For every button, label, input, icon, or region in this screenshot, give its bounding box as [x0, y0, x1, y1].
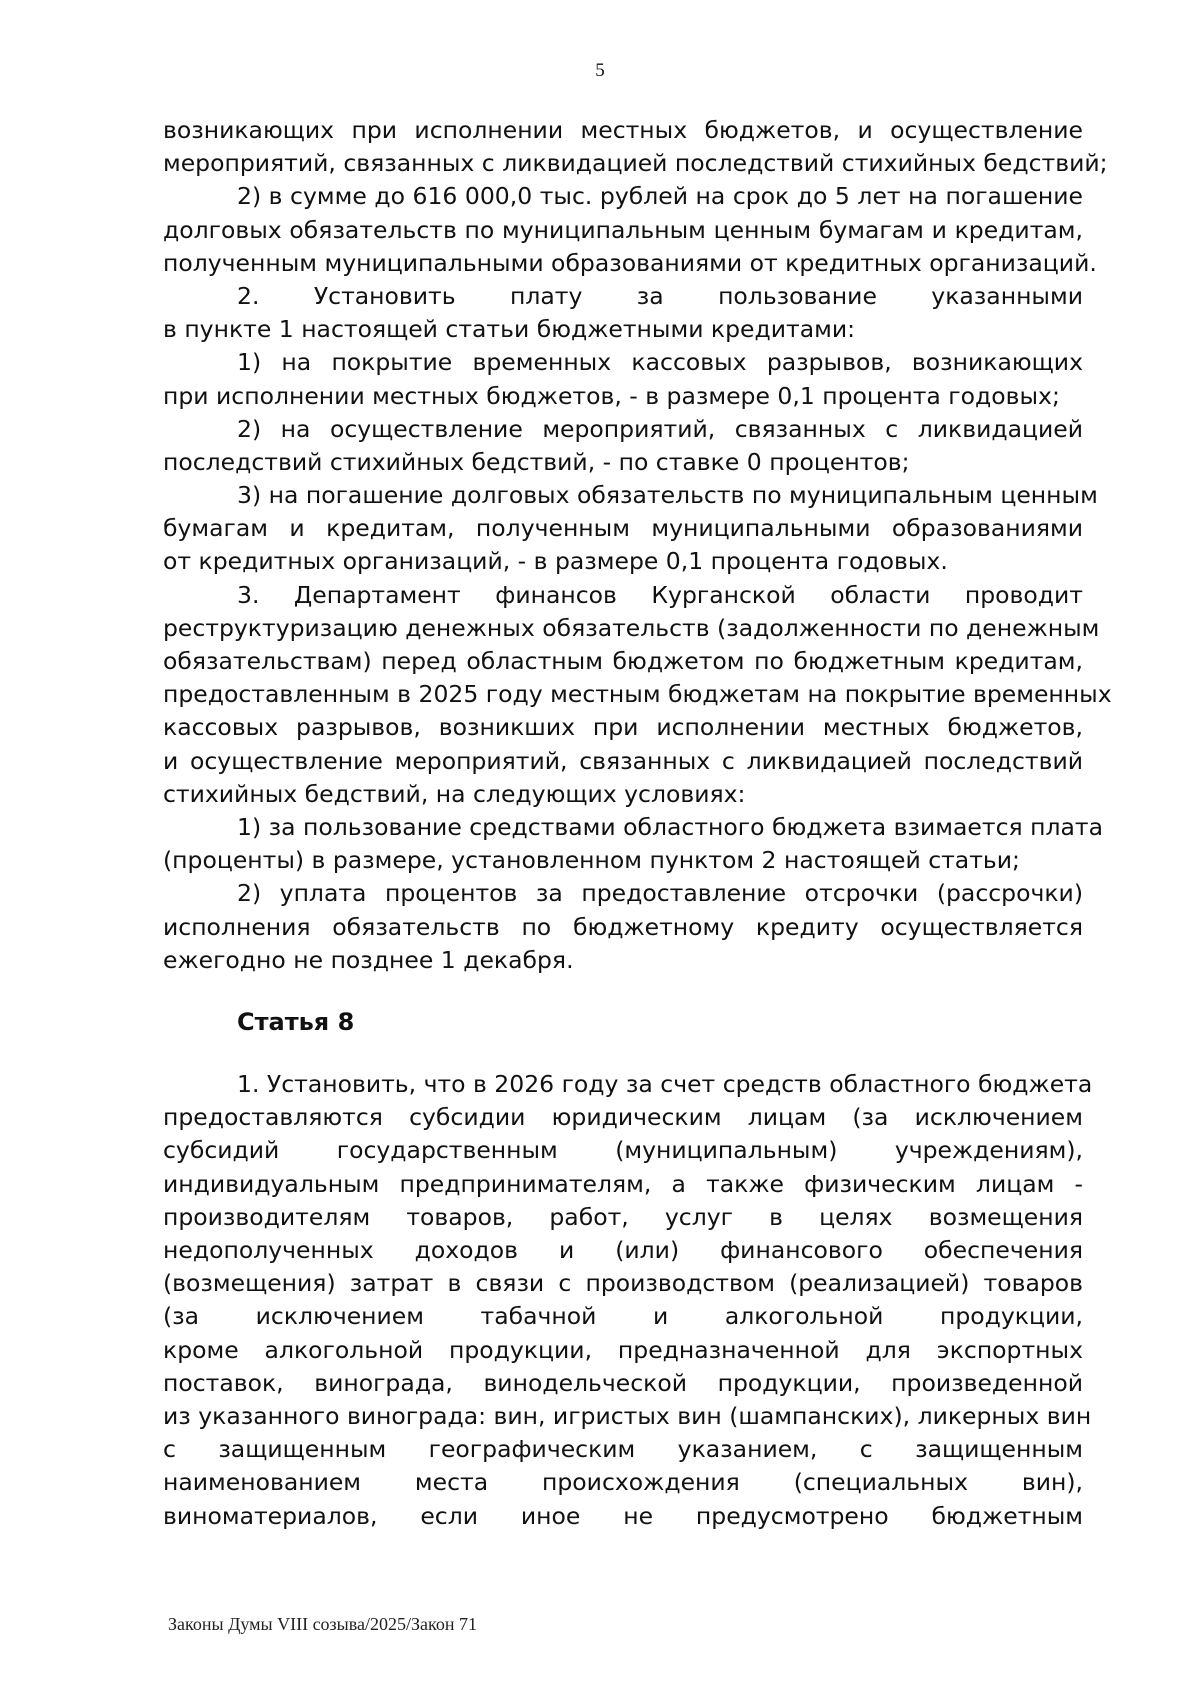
text-line: 1) на покрытие временных кассовых разрывов, возникающих [237, 348, 1083, 377]
page-number: 5 [595, 60, 605, 81]
text-line: от кредитных организаций, - в размере 0,1 процента годовых. [163, 547, 948, 576]
text-line: кроме алкогольной продукции, предназначенной для экспортных [163, 1335, 1083, 1364]
text-line: реструктуризацию денежных обязательств (задолженности по денежным [163, 613, 1100, 642]
text-line: последствий стихийных бедствий, - по ставке 0 процентов; [163, 447, 910, 476]
text-line: 2) уплата процентов за предоставление отсрочки (рассрочки) [237, 879, 1083, 908]
text-line: полученным муниципальными образованиями от кредитных организаций. [163, 248, 1097, 277]
article-heading: Статья 8 [237, 1007, 355, 1036]
text-line: при исполнении местных бюджетов, - в размере 0,1 процента годовых; [163, 381, 1060, 410]
text-line: наименованием места происхождения (специальных вин), [163, 1468, 1083, 1497]
text-line: субсидий государственным (муниципальным) учреждениям), [163, 1136, 1083, 1165]
text-line: 2. Установить плату за пользование указанными [237, 281, 1083, 310]
text-line: исполнения обязательств по бюджетному кредиту осуществляется [163, 912, 1083, 941]
text-line: 2) в сумме до 616 000,0 тыс. рублей на срок до 5 лет на погашение [237, 182, 1083, 211]
text-line: 1) за пользование средствами областного бюджета взимается плата [237, 812, 1103, 841]
text-line: поставок, винограда, винодельческой продукции, произведенной [163, 1368, 1083, 1397]
text-line: обязательствам) перед областным бюджетом по бюджетным кредитам, [163, 647, 1083, 675]
text-line: (за исключением табачной и алкогольной продукции, [163, 1302, 1083, 1331]
text-line: предоставленным в 2025 году местным бюджетам на покрытие временных [163, 680, 1112, 709]
text-line: недополученных доходов и (или) финансового обеспечения [163, 1236, 1083, 1264]
text-line: предоставляются субсидии юридическим лицам (за исключением [163, 1103, 1083, 1132]
text-line: долговых обязательств по муниципальным ценным бумагам и кредитам, [163, 215, 1083, 244]
text-line: (возмещения) затрат в связи с производством (реализацией) товаров [163, 1269, 1083, 1298]
text-line: ежегодно не позднее 1 декабря. [163, 945, 574, 974]
article-7-continuation [163, 114, 1112, 977]
article-8-body [163, 1068, 1093, 1533]
text-line: мероприятий, связанных с ликвидацией последствий стихийных бедствий; [163, 149, 1108, 178]
text-line: возникающих при исполнении местных бюджетов, и осуществление [163, 116, 1083, 144]
text-line: в пункте 1 настоящей статьи бюджетными кредитами: [163, 315, 856, 344]
text-line: производителям товаров, работ, услуг в целях возмещения [163, 1202, 1083, 1231]
text-line: стихийных бедствий, на следующих условиях: [163, 779, 746, 808]
text-line: (проценты) в размере, установленном пунктом 2 настоящей статьи; [163, 846, 1020, 875]
text-line: и осуществление мероприятий, связанных с ликвидацией последствий [163, 746, 1083, 775]
text-line: из указанного винограда: вин, игристых вин (шампанских), ликерных вин [163, 1401, 1092, 1430]
text-line: 3) на погашение долговых обязательств по муниципальным ценным [237, 481, 1098, 510]
text-line: кассовых разрывов, возникших при исполнении местных бюджетов, [163, 713, 1083, 742]
text-line: 2) на осуществление мероприятий, связанных с ликвидацией [237, 414, 1083, 443]
text-line: виноматериалов, если иное не предусмотрено бюджетным [163, 1501, 1083, 1530]
document-footer: Законы Думы VIII созыва/2025/Закон 71 [168, 1614, 477, 1634]
document-body [163, 114, 1112, 1533]
text-line: бумагам и кредитам, полученным муниципальными образованиями [163, 514, 1083, 543]
text-line: с защищенным географическим указанием, с защищенным [163, 1435, 1083, 1464]
text-line: 1. Установить, что в 2026 году за счет средств областного бюджета [237, 1070, 1093, 1099]
text-line: индивидуальным предпринимателям, а также физическим лицам - [163, 1169, 1083, 1198]
text-line: 3. Департамент финансов Курганской области проводит [237, 580, 1083, 609]
